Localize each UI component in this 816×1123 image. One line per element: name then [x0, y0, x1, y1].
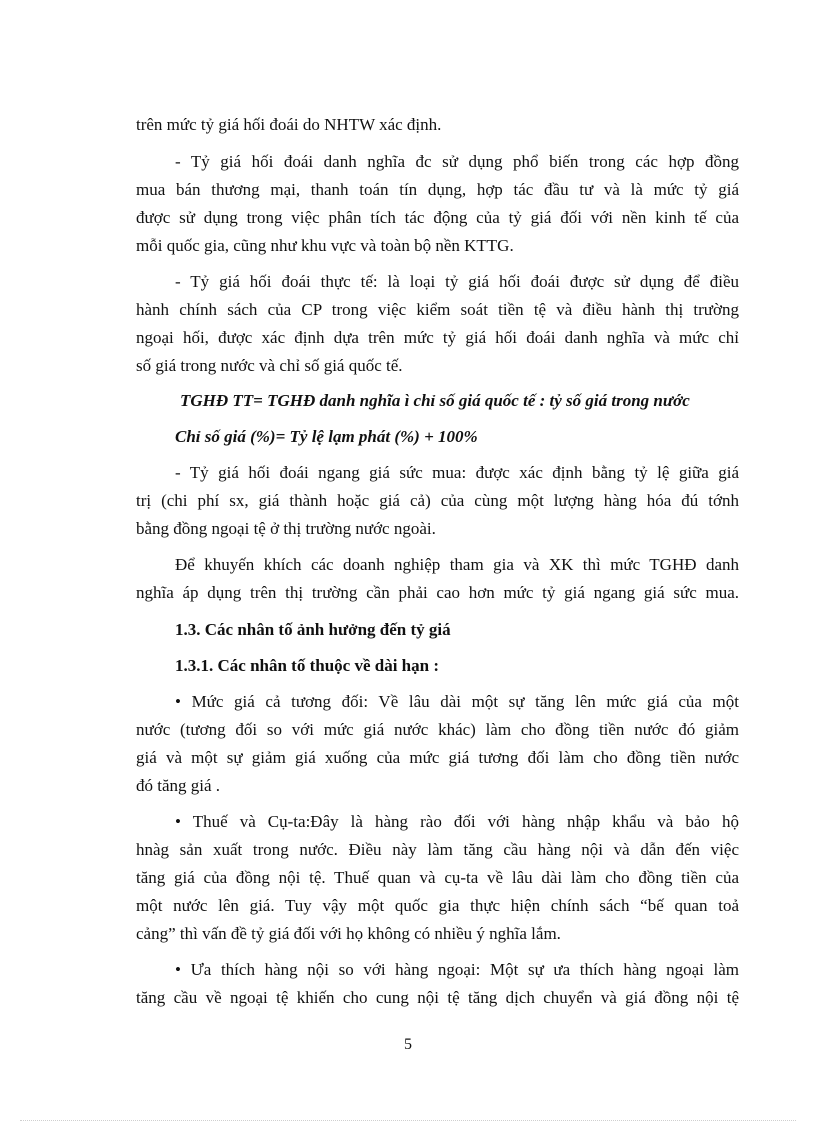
body-line: hnàg sản xuất trong nước. Điều này làm tăng cầu hàng nội và dẫn đến việc: [136, 840, 739, 859]
bullet-line: • Mức giá cả tương đối: Về lâu dài một sự tăng lên mức giá của một: [175, 692, 739, 711]
formula-line: TGHĐ TT= TGHĐ danh nghĩa ì chỉ số giá quốc tế : tỷ số giá trong nước: [180, 391, 690, 410]
body-line: hành chính sách của CP trong việc kiểm soát tiền tệ và điều hành thị trường: [136, 300, 739, 319]
page-number: 5: [404, 1036, 412, 1053]
body-line: tăng cầu về ngoại tệ khiến cho cung nội tệ tăng dịch chuyển và giá đồng nội tệ: [136, 988, 739, 1007]
body-line: đó tăng giá .: [136, 776, 221, 795]
body-line: - Tỷ giá hối đoái danh nghĩa đc sử dụng phổ biến trong các hợp đồng: [175, 152, 739, 171]
section-heading: 1.3. Các nhân tố ảnh hưởng đến tỷ giá: [175, 620, 451, 639]
body-line: giá và một sự giảm giá xuống của mức giá tương đối làm cho đồng tiền nước: [136, 748, 739, 767]
bullet-line: • Thuế và Cụ-ta:Đây là hàng rào đối với hàng nhập khẩu và bảo hộ: [175, 812, 739, 831]
body-line: ngoại hối, được xác định dựa trên mức tỷ giá hối đoái danh nghĩa và mức chỉ: [136, 328, 739, 347]
body-line: bằng đồng ngoại tệ ở thị trường nước ngoài.: [136, 519, 436, 538]
body-line: một nước lên giá. Tuy vậy một quốc gia thực hiện chính sách “bế quan toả: [136, 896, 739, 915]
body-line: nước (tương đối so với mức giá nước khác) làm cho đồng tiền nước đó giảm: [136, 720, 739, 739]
body-line: - Tỷ giá hối đoái ngang giá sức mua: được xác định bằng tỷ lệ giữa giá: [175, 463, 739, 482]
body-line: nghĩa áp dụng trên thị trường cần phải cao hơn mức tỷ giá ngang giá sức mua.: [136, 583, 739, 602]
body-line: cảng” thì vấn đề tỷ giá đối với họ không có nhiều ý nghĩa lắm.: [136, 924, 561, 943]
body-line: mỗi quốc gia, cũng như khu vực và toàn bộ nền KTTG.: [136, 236, 514, 255]
body-line: - Tỷ giá hối đoái thực tế: là loại tỷ giá hối đoái được sử dụng để điều: [175, 272, 739, 291]
formula-line: Chỉ số giá (%)= Tỷ lệ lạm phát (%) + 100%: [175, 427, 478, 446]
body-line: trị (chi phí sx, giá thành hoặc giá cả) của cùng một lượng hàng hóa đú tớnh: [136, 491, 739, 510]
body-line: Để khuyến khích các doanh nghiệp tham gia và XK thì mức TGHĐ danh: [175, 555, 739, 574]
body-line: mua bán thương mại, thanh toán tín dụng, hợp tác đầu tư và là mức tỷ giá: [136, 180, 739, 199]
body-line: tăng giá của đồng nội tệ. Thuế quan và cụ-ta về lâu dài làm cho đồng tiền của: [136, 868, 739, 887]
bullet-line: • Ưa thích hàng nội so với hàng ngoại: Một sự ưa thích hàng ngoại làm: [175, 960, 739, 979]
page-bottom-divider: [20, 1120, 796, 1121]
body-line: số giá trong nước và chỉ số giá quốc tế.: [136, 356, 403, 375]
subsection-heading: 1.3.1. Các nhân tố thuộc về dài hạn :: [175, 656, 440, 675]
body-line: trên mức tỷ giá hối đoái do NHTW xác định.: [136, 115, 442, 134]
body-line: được sử dụng trong việc phân tích tác động của tỷ giá đối với nền kinh tế của: [136, 208, 739, 227]
